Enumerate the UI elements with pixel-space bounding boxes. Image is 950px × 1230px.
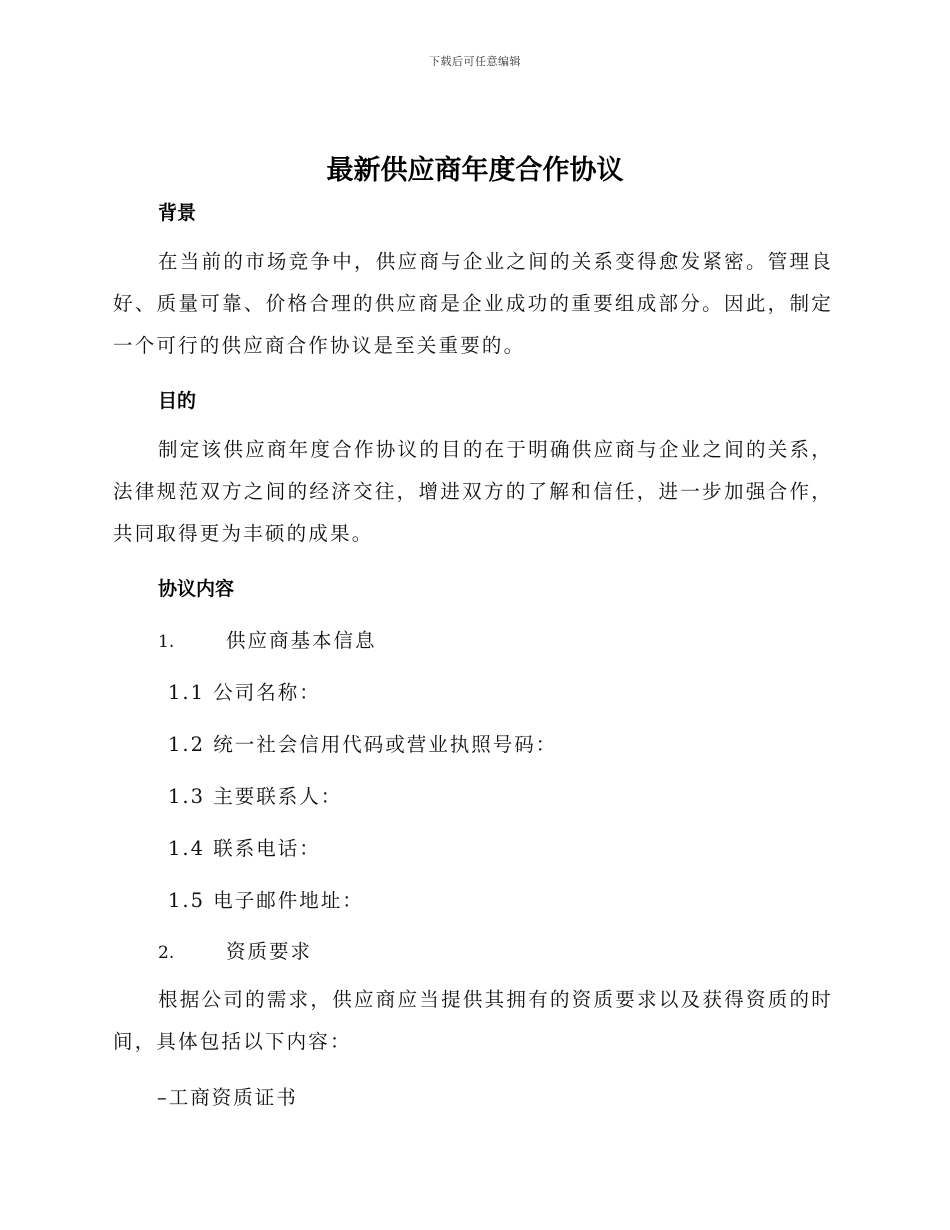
sub-item-phone: 1.4 联系电话：	[168, 837, 321, 860]
list-item-supplier-info	[158, 625, 377, 653]
sub-item-email: 1.5 电子邮件地址：	[168, 889, 364, 912]
sub-item-contact-person: 1.3 主要联系人：	[168, 785, 343, 808]
paragraph-qualification: 根据公司的需求，供应商应当提供其拥有的资质要求以及获得资质的时间，具体包括以下内容：	[113, 988, 833, 1053]
document-title: 最新供应商年度合作协议	[326, 155, 624, 186]
header-note: 下载后可任意编辑	[429, 55, 521, 68]
paragraph-purpose: 制定该供应商年度合作协议的目的在于明确供应商与企业之间的关系，法律规范双方之间的经济交往，增进双方的了解和信任，进一步加强合作，共同取得更为丰硕的成果。	[113, 438, 833, 545]
section-heading-purpose: 目的	[158, 390, 197, 412]
sub-item-company-name: 1.1 公司名称：	[168, 681, 321, 704]
bullet-business-license: –工商资质证书	[157, 1086, 298, 1109]
list-item-qualification	[158, 936, 312, 964]
list-number: 1.	[158, 632, 175, 652]
section-heading-background: 背景	[158, 202, 197, 224]
sub-item-credit-code: 1.2 统一社会信用代码或营业执照号码：	[168, 733, 558, 756]
list-item-label: 资质要求	[226, 940, 313, 963]
list-number: 2.	[158, 943, 175, 963]
section-heading-content: 协议内容	[158, 578, 235, 600]
paragraph-background: 在当前的市场竞争中，供应商与企业之间的关系变得愈发紧密。管理良好、质量可靠、价格合理的供应商是企业成功的重要组成部分。因此，制定一个可行的供应商合作协议是至关重要的。	[113, 250, 833, 357]
list-item-label: 供应商基本信息	[226, 629, 377, 652]
